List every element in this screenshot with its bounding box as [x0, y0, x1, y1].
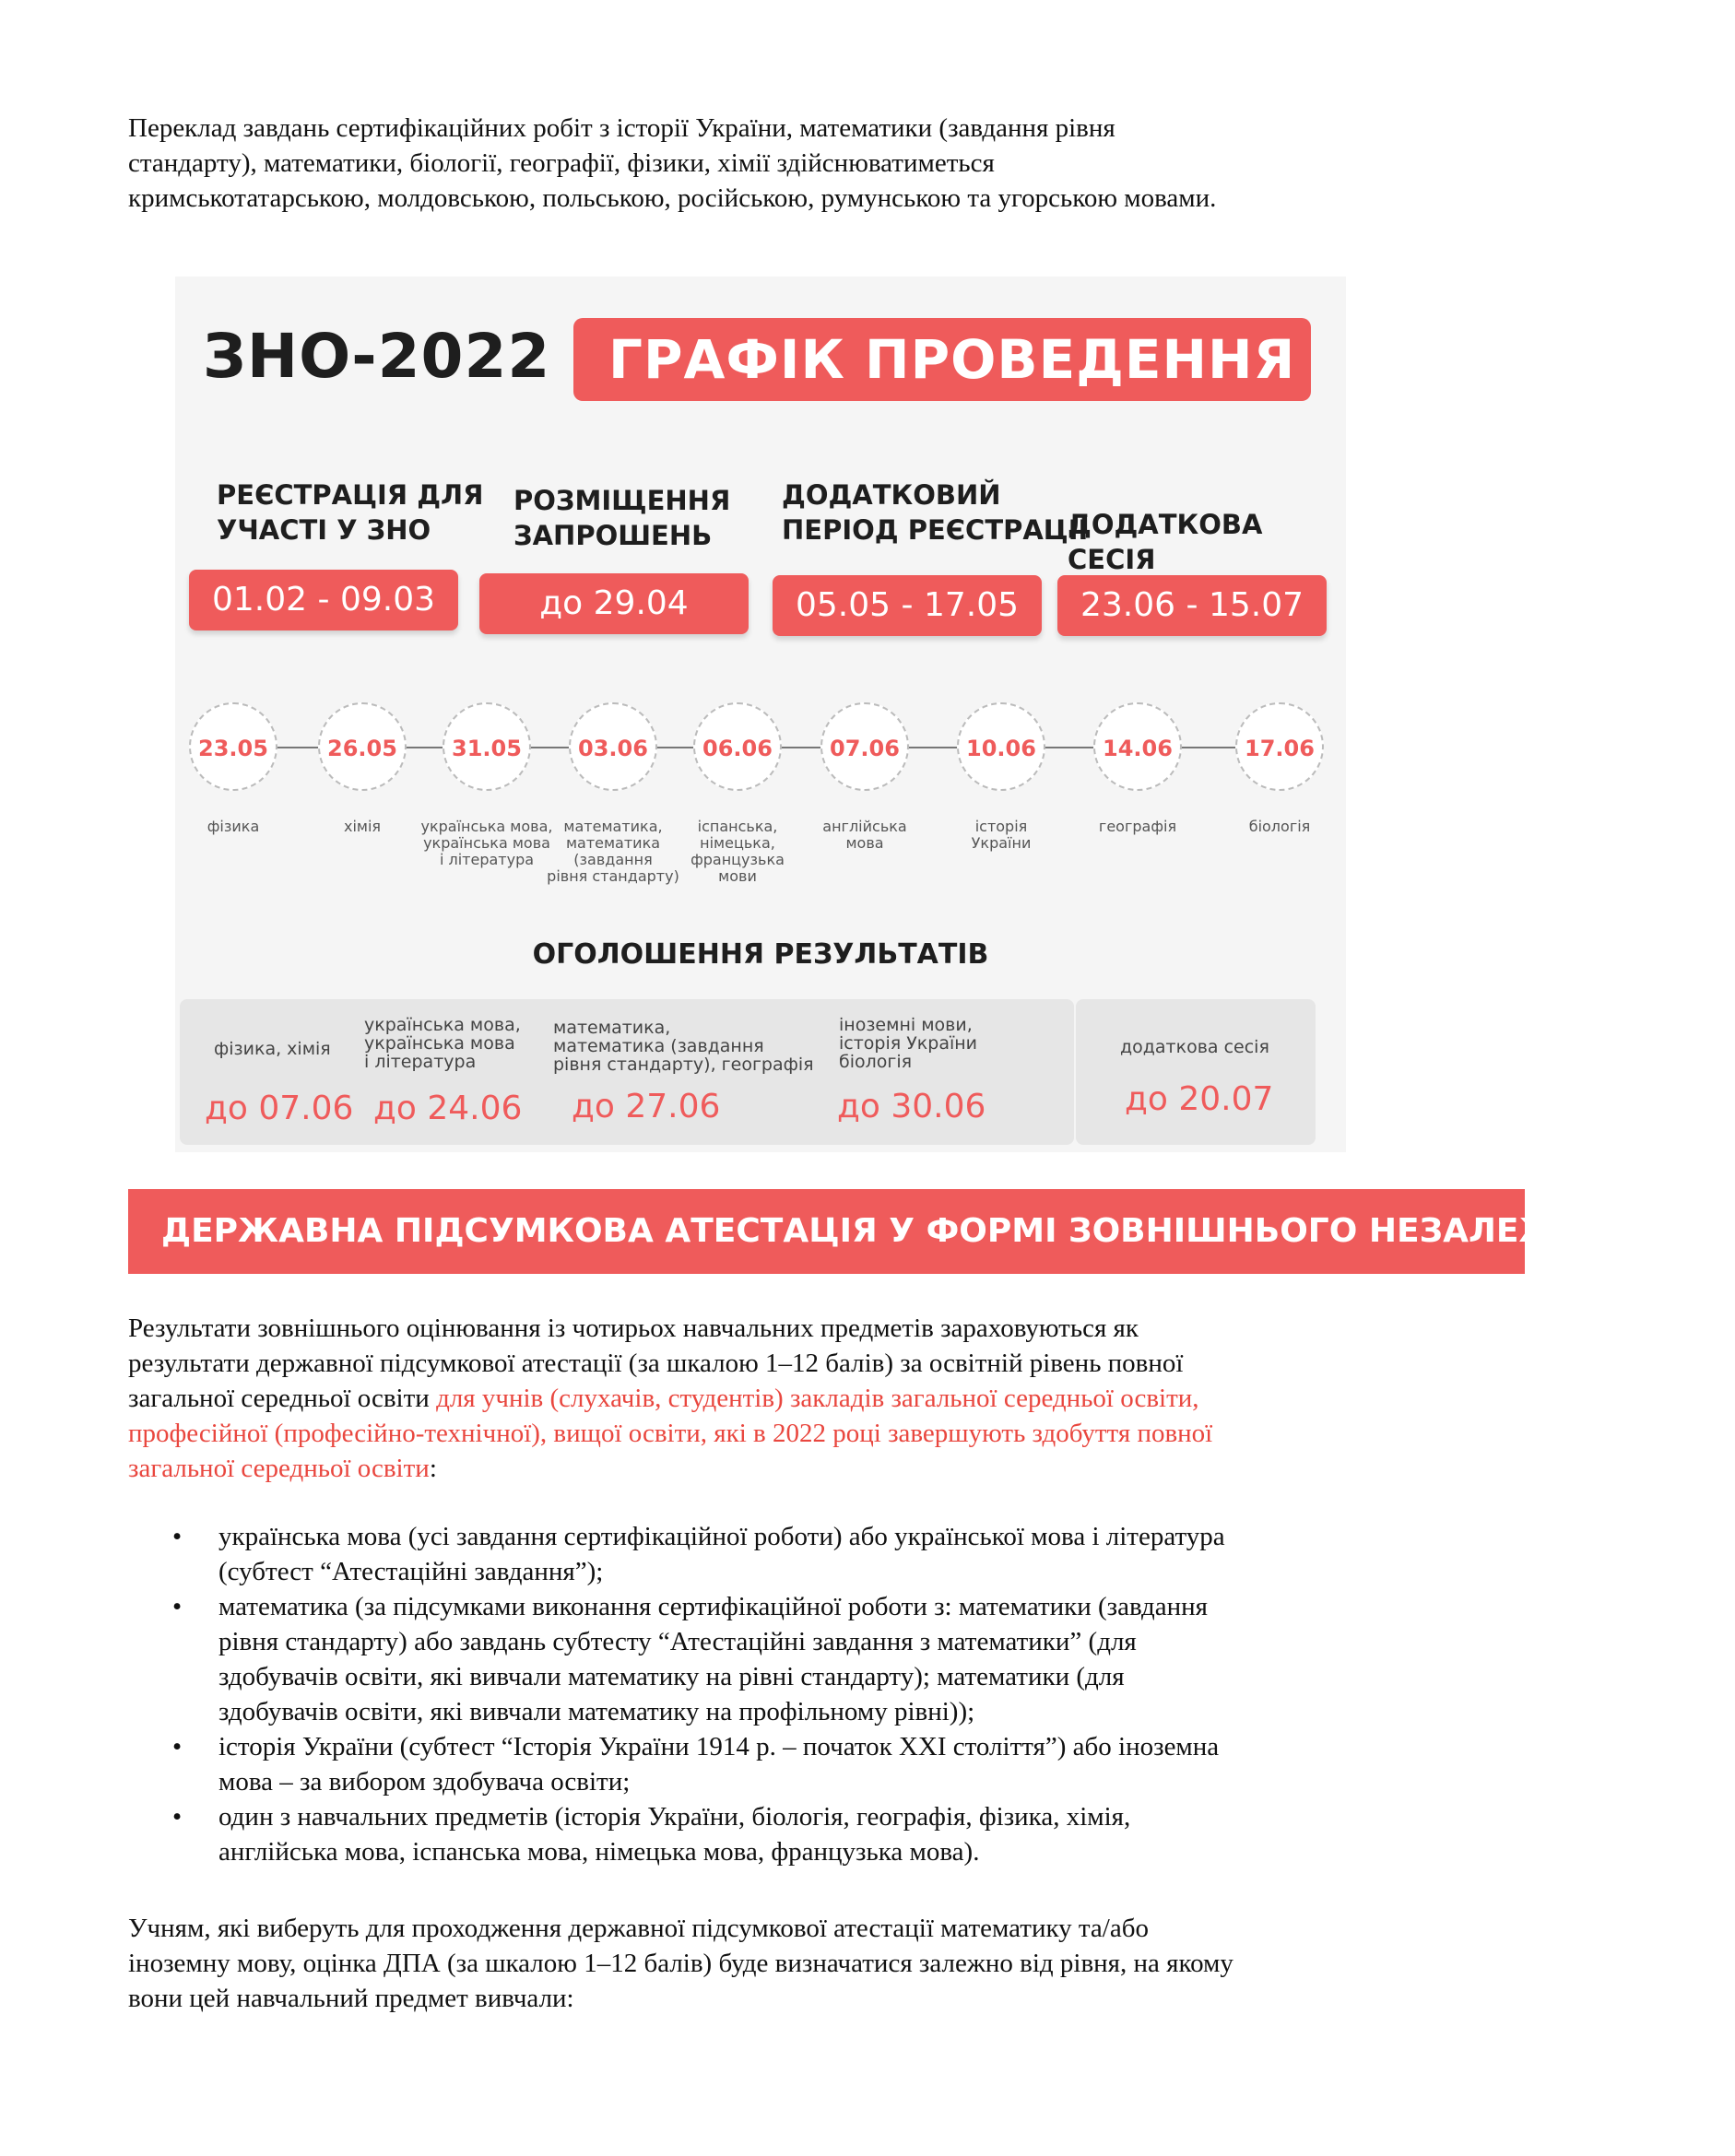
list-item: • один з навчальних предметів (історія України, біологія, географія, фізика, хімія, англійська мова, іспанська мова, німецька мова, французька мова).: [128, 1799, 1419, 1869]
exam-subject: біологія: [1248, 818, 1311, 835]
intro-line: Переклад завдань сертифікаційних робіт з історії України, математики (завдання рівня: [128, 113, 1115, 143]
result-label: іноземні мови, історія України біологія: [839, 1015, 978, 1072]
result-label: математика, математика (завдання рівня стандарту), географія: [553, 1018, 814, 1075]
highlighted-text: для учнів (слухачів, студентів) закладів загальної середньої освіти,: [436, 1384, 1199, 1413]
schedule-infographic: [175, 277, 1346, 1152]
exam-date-circle: 07.06: [820, 702, 909, 791]
results-panel-additional: [1076, 999, 1316, 1145]
stage-date: до 29.04: [479, 573, 749, 634]
result-date: до 27.06: [572, 1088, 721, 1125]
dpa-banner: ДЕРЖАВНА ПІДСУМКОВА АТЕСТАЦІЯ У ФОРМІ ЗОВНІШНЬОГО НЕЗАЛЕЖНОГО ОЦ: [128, 1189, 1525, 1274]
exam-date-circle: 06.06: [693, 702, 782, 791]
exam-subject: хімія: [343, 818, 382, 835]
intro-line: кримськотатарською, молдовською, польською, російською, румунською та угорською мовами.: [128, 183, 1217, 213]
exam-date-circle: 23.05: [189, 702, 277, 791]
stage-date: 23.06 - 15.07: [1057, 575, 1327, 636]
exam-subject: математика, математика (завдання рівня стандарту): [547, 818, 679, 885]
result-label: додаткова сесія: [1120, 1037, 1269, 1057]
stage-invitations: [513, 483, 730, 553]
result-label: українська мова, українська мова і література: [364, 1015, 521, 1072]
exam-date-circle: 17.06: [1235, 702, 1324, 791]
stage-label: ДОДАТКОВА СЕСІЯ: [1068, 509, 1263, 575]
list-item: • українська мова (усі завдання сертифікаційної роботи) або української мова і література (субтест “Атестаційні завдання”);: [128, 1519, 1419, 1589]
subjects-list: [128, 1519, 1419, 1869]
exam-date-circle: 14.06: [1093, 702, 1182, 791]
intro-line: стандарту), математики, біології, географії, фізики, хімії здійснюватиметься: [128, 148, 995, 178]
exam-date-circle: 03.06: [569, 702, 657, 791]
highlighted-text: загальної середньої освіти: [128, 1454, 430, 1483]
stage-registration: [217, 477, 483, 548]
results-paragraph: Результати зовнішнього оцінювання із чотирьох навчальних предметів зараховуються як результати державної підсумкової атестації (за шкалою 1–12 балів) за освітній рівень повної загальної середньої освіти для учнів (слухачів, студентів) закладів загальної середньої освіти, професійної (професійно-технічної), вищої освіти, які в 2022 році завершують здобуття повної загальної середньої освіти:: [128, 1314, 1213, 1483]
result-date: до 07.06: [205, 1090, 354, 1127]
stage-label: РЕЄСТРАЦІЯ ДЛЯ УЧАСТІ У ЗНО: [217, 479, 484, 546]
exam-date-circle: 26.05: [318, 702, 407, 791]
result-date: до 30.06: [837, 1088, 986, 1125]
closing-paragraph: Учням, які виберуть для проходження державної підсумкової атестації математику та/або іноземну мову, оцінка ДПА (за шкалою 1–12 балів) буде визначатися залежно від рівня, на якому вони цей навчальний предмет вивчали:: [128, 1914, 1233, 2013]
result-label: фізика, хімія: [214, 1039, 331, 1059]
highlighted-text: професійної (професійно-технічної), вищої освіти, які в 2022 році завершують здобуття повної: [128, 1419, 1213, 1448]
results-title: ОГОЛОШЕННЯ РЕЗУЛЬТАТІВ: [532, 938, 989, 971]
intro-paragraph: [128, 111, 1419, 216]
result-date: до 24.06: [373, 1090, 523, 1127]
infographic-banner: ГРАФІК ПРОВЕДЕННЯ: [573, 318, 1311, 401]
stage-label: РОЗМІЩЕННЯ ЗАПРОШЕНЬ: [513, 485, 731, 551]
list-item: • історія України (субтест “Історія України 1914 р. – початок ХХІ століття”) або іноземна мова – за вибором здобувача освіти;: [128, 1729, 1419, 1799]
exam-date-circle: 10.06: [957, 702, 1045, 791]
stage-additional-session: [1068, 507, 1346, 577]
stage-additional-registration: [782, 477, 1088, 548]
infographic-title: ЗНО-2022: [203, 321, 551, 392]
exam-subject: українська мова, українська мова і література: [420, 818, 553, 868]
exam-subject: фізика: [207, 818, 260, 835]
stage-date: 01.02 - 09.03: [189, 570, 458, 630]
exam-subject: англійська мова: [822, 818, 907, 852]
list-item: • математика (за підсумками виконання сертифікаційної роботи з: математики (завдання рівня стандарту) або завдань субтесту “Атестаційні завдання з математики” (для здобувачів освіти, які вивчали математику на рівні стандарту); математики (для здобувачів освіти, які вивчали математику на профільному рівні));: [128, 1589, 1419, 1729]
result-date: до 20.07: [1125, 1080, 1274, 1118]
stage-label: ДОДАТКОВИЙ ПЕРІОД РЕЄСТРАЦІЇ: [782, 479, 1089, 546]
exam-date-circle: 31.05: [443, 702, 531, 791]
stage-date: 05.05 - 17.05: [773, 575, 1042, 636]
exam-subject: історія України: [971, 818, 1032, 852]
exam-subject: іспанська, німецька, французька мови: [690, 818, 785, 885]
exam-subject: географія: [1098, 818, 1177, 835]
